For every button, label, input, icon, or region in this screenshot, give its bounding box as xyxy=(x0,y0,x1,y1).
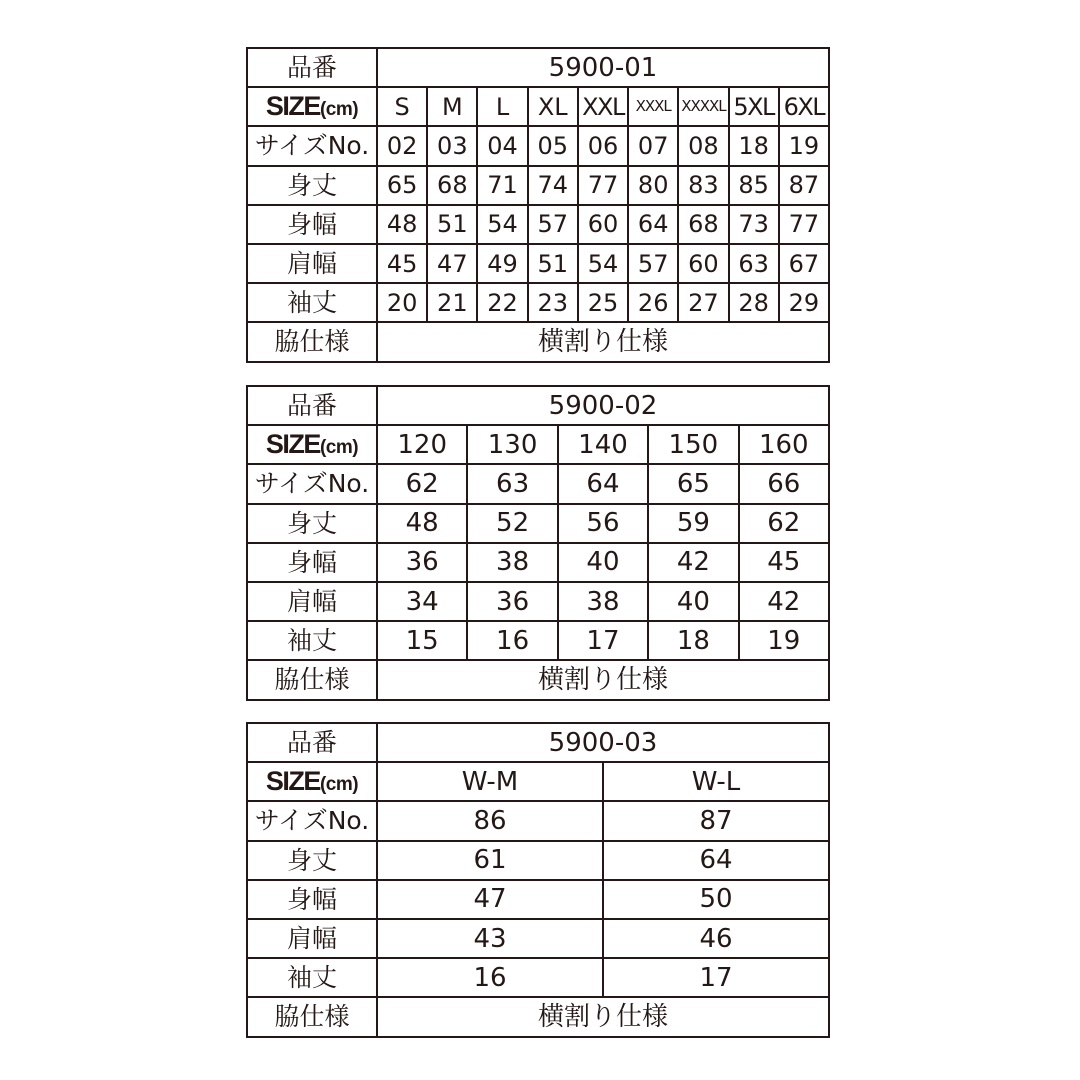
size-label-main: SIZE xyxy=(265,429,320,460)
product-code-row xyxy=(247,723,829,762)
value-cell: 19 xyxy=(739,621,829,660)
size-cell: S xyxy=(377,87,427,126)
value-cell: 67 xyxy=(779,244,829,283)
body-width-row xyxy=(247,205,829,244)
sleeve-length-row xyxy=(247,621,829,660)
product-code: 5900-01 xyxy=(377,48,829,87)
shoulder-width-row xyxy=(247,919,829,958)
value-cell: 64 xyxy=(558,464,648,503)
value-cell: 47 xyxy=(427,244,477,283)
row-label: 袖丈 xyxy=(247,621,377,660)
value-cell: 61 xyxy=(377,841,603,880)
size-unit-label xyxy=(247,87,377,126)
value-cell: 36 xyxy=(467,582,557,621)
value-cell: 36 xyxy=(377,543,467,582)
size-cell: XXXXL xyxy=(678,87,728,126)
value-cell: 63 xyxy=(729,244,779,283)
value-cell: 56 xyxy=(558,504,648,543)
product-code: 5900-03 xyxy=(377,723,829,762)
value-cell: 25 xyxy=(578,283,628,322)
value-cell: 80 xyxy=(628,166,678,205)
value-cell: 48 xyxy=(377,504,467,543)
product-label: 品番 xyxy=(247,48,377,87)
size-label-unit: (cm) xyxy=(319,774,359,796)
size-row xyxy=(247,87,829,126)
size-cell: XXXL xyxy=(628,87,678,126)
size-cell: 130 xyxy=(467,425,557,464)
size-unit-label xyxy=(247,425,377,464)
value-cell: 40 xyxy=(648,582,738,621)
value-cell: 47 xyxy=(377,880,603,919)
row-label: サイズNo. xyxy=(247,464,377,503)
size-table-5900-01 xyxy=(246,47,830,363)
value-cell: 63 xyxy=(467,464,557,503)
value-cell: 57 xyxy=(528,205,578,244)
size-label-main: SIZE xyxy=(265,91,320,122)
value-cell: 64 xyxy=(603,841,829,880)
body-length-row xyxy=(247,504,829,543)
value-cell: 17 xyxy=(603,958,829,997)
side-spec-row xyxy=(247,322,829,361)
value-cell: 85 xyxy=(729,166,779,205)
value-cell: 23 xyxy=(528,283,578,322)
side-spec-value: 横割り仕様 xyxy=(377,322,829,361)
size-cell: W-L xyxy=(603,762,829,801)
value-cell: 07 xyxy=(628,126,678,165)
value-cell: 22 xyxy=(477,283,527,322)
body-length-row xyxy=(247,841,829,880)
value-cell: 65 xyxy=(377,166,427,205)
row-label: 肩幅 xyxy=(247,919,377,958)
value-cell: 04 xyxy=(477,126,527,165)
value-cell: 68 xyxy=(678,205,728,244)
size-cell: L xyxy=(477,87,527,126)
side-spec-row xyxy=(247,997,829,1036)
value-cell: 86 xyxy=(377,801,603,840)
product-code-row xyxy=(247,386,829,425)
value-cell: 68 xyxy=(427,166,477,205)
row-label: 袖丈 xyxy=(247,283,377,322)
size-cell: 150 xyxy=(648,425,738,464)
value-cell: 43 xyxy=(377,919,603,958)
value-cell: 83 xyxy=(678,166,728,205)
sleeve-length-row xyxy=(247,283,829,322)
value-cell: 71 xyxy=(477,166,527,205)
size-row xyxy=(247,762,829,801)
value-cell: 64 xyxy=(628,205,678,244)
value-cell: 46 xyxy=(603,919,829,958)
value-cell: 54 xyxy=(578,244,628,283)
size-cell: XL xyxy=(528,87,578,126)
size-label-unit: (cm) xyxy=(319,99,359,121)
value-cell: 60 xyxy=(578,205,628,244)
row-label: 身丈 xyxy=(247,504,377,543)
value-cell: 18 xyxy=(648,621,738,660)
row-label: 肩幅 xyxy=(247,244,377,283)
value-cell: 49 xyxy=(477,244,527,283)
value-cell: 05 xyxy=(528,126,578,165)
value-cell: 42 xyxy=(739,582,829,621)
value-cell: 52 xyxy=(467,504,557,543)
side-spec-label: 脇仕様 xyxy=(247,660,377,699)
value-cell: 16 xyxy=(377,958,603,997)
side-spec-row xyxy=(247,660,829,699)
value-cell: 54 xyxy=(477,205,527,244)
value-cell: 03 xyxy=(427,126,477,165)
shoulder-width-row xyxy=(247,244,829,283)
value-cell: 50 xyxy=(603,880,829,919)
size-row xyxy=(247,425,829,464)
value-cell: 18 xyxy=(729,126,779,165)
value-cell: 20 xyxy=(377,283,427,322)
value-cell: 73 xyxy=(729,205,779,244)
value-cell: 42 xyxy=(648,543,738,582)
side-spec-value: 横割り仕様 xyxy=(377,660,829,699)
row-label: 身丈 xyxy=(247,841,377,880)
shoulder-width-row xyxy=(247,582,829,621)
size-number-row xyxy=(247,126,829,165)
side-spec-label: 脇仕様 xyxy=(247,997,377,1036)
value-cell: 17 xyxy=(558,621,648,660)
side-spec-label: 脇仕様 xyxy=(247,322,377,361)
size-number-row xyxy=(247,801,829,840)
row-label: 身丈 xyxy=(247,166,377,205)
value-cell: 66 xyxy=(739,464,829,503)
product-code: 5900-02 xyxy=(377,386,829,425)
size-cell: M xyxy=(427,87,477,126)
size-cell: W-M xyxy=(377,762,603,801)
size-cell: 120 xyxy=(377,425,467,464)
value-cell: 51 xyxy=(427,205,477,244)
value-cell: 51 xyxy=(528,244,578,283)
value-cell: 87 xyxy=(603,801,829,840)
value-cell: 48 xyxy=(377,205,427,244)
value-cell: 16 xyxy=(467,621,557,660)
size-cell: 5XL xyxy=(729,87,779,126)
size-label-main: SIZE xyxy=(265,766,320,797)
product-label: 品番 xyxy=(247,723,377,762)
body-width-row xyxy=(247,543,829,582)
size-cell: XXL xyxy=(578,87,628,126)
value-cell: 27 xyxy=(678,283,728,322)
body-length-row xyxy=(247,166,829,205)
value-cell: 60 xyxy=(678,244,728,283)
value-cell: 65 xyxy=(648,464,738,503)
value-cell: 40 xyxy=(558,543,648,582)
value-cell: 87 xyxy=(779,166,829,205)
size-cell: 140 xyxy=(558,425,648,464)
product-code-row xyxy=(247,48,829,87)
value-cell: 08 xyxy=(678,126,728,165)
value-cell: 74 xyxy=(528,166,578,205)
size-table-5900-03 xyxy=(246,722,830,1038)
row-label: 身幅 xyxy=(247,880,377,919)
value-cell: 57 xyxy=(628,244,678,283)
value-cell: 45 xyxy=(377,244,427,283)
value-cell: 29 xyxy=(779,283,829,322)
row-label: 身幅 xyxy=(247,205,377,244)
row-label: 袖丈 xyxy=(247,958,377,997)
size-number-row xyxy=(247,464,829,503)
value-cell: 59 xyxy=(648,504,738,543)
size-cell: 6XL xyxy=(779,87,829,126)
size-table-5900-02 xyxy=(246,385,830,701)
value-cell: 06 xyxy=(578,126,628,165)
value-cell: 38 xyxy=(558,582,648,621)
value-cell: 38 xyxy=(467,543,557,582)
value-cell: 21 xyxy=(427,283,477,322)
sleeve-length-row xyxy=(247,958,829,997)
row-label: サイズNo. xyxy=(247,126,377,165)
value-cell: 15 xyxy=(377,621,467,660)
value-cell: 26 xyxy=(628,283,678,322)
value-cell: 77 xyxy=(779,205,829,244)
size-unit-label xyxy=(247,762,377,801)
value-cell: 28 xyxy=(729,283,779,322)
value-cell: 62 xyxy=(377,464,467,503)
size-cell: 160 xyxy=(739,425,829,464)
side-spec-value: 横割り仕様 xyxy=(377,997,829,1036)
value-cell: 62 xyxy=(739,504,829,543)
value-cell: 77 xyxy=(578,166,628,205)
value-cell: 02 xyxy=(377,126,427,165)
value-cell: 45 xyxy=(739,543,829,582)
row-label: 身幅 xyxy=(247,543,377,582)
row-label: サイズNo. xyxy=(247,801,377,840)
value-cell: 34 xyxy=(377,582,467,621)
size-label-unit: (cm) xyxy=(319,437,359,459)
value-cell: 19 xyxy=(779,126,829,165)
row-label: 肩幅 xyxy=(247,582,377,621)
body-width-row xyxy=(247,880,829,919)
product-label: 品番 xyxy=(247,386,377,425)
